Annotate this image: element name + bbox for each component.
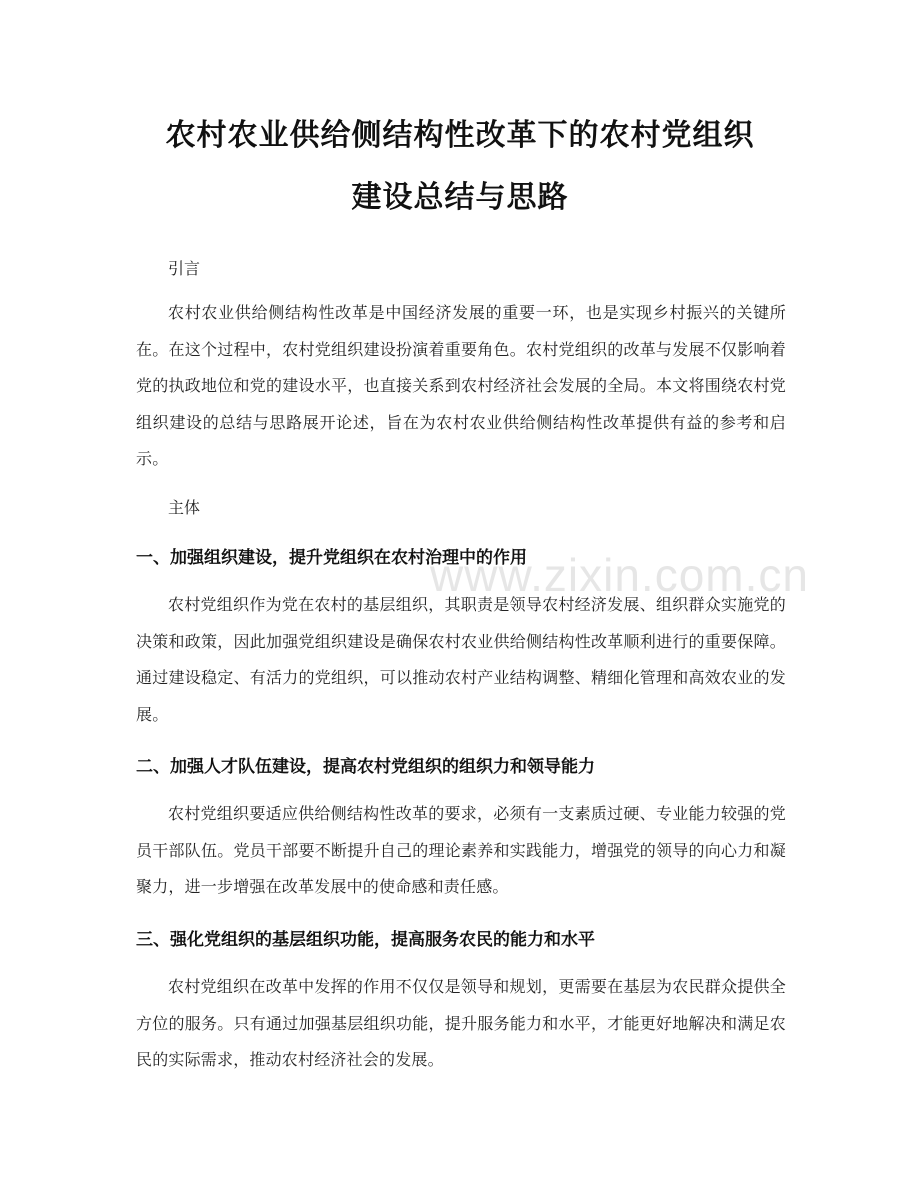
section-2-paragraph: 农村党组织要适应供给侧结构性改革的要求，必须有一支素质过硬、专业能力较强的党员干部队伍。党员干部要不断提升自己的理论素养和实践能力，增强党的领导的向心力和凝聚力，进一步增强在改革发展中的使命感和责任感。	[136, 804, 786, 896]
section-1-heading: 一、加强组织建设，提升党组织在农村治理中的作用	[136, 548, 527, 568]
intro-label: 引言	[168, 259, 201, 278]
intro-paragraph: 农村农业供给侧结构性改革是中国经济发展的重要一环，也是实现乡村振兴的关键所在。在这个过程中，农村党组织建设扮演着重要角色。农村党组织的改革与发展不仅影响着党的执政地位和党的建设水平，也直接关系到农村经济社会发展的全局。本文将围绕农村党组织建设的总结与思路展开论述，旨在为农村农业供给侧结构性改革提供有益的参考和启示。	[136, 303, 786, 468]
watermark: www.zixin.com.cn	[430, 549, 809, 601]
document-title-line2: 建设总结与思路	[351, 180, 569, 215]
body-label: 主体	[168, 498, 201, 517]
section-3-paragraph: 农村党组织在改革中发挥的作用不仅仅是领导和规划，更需要在基层为农民群众提供全方位的服务。只有通过加强基层组织功能，提升服务能力和水平，才能更好地解决和满足农民的实际需求，推动农村经济社会的发展。	[136, 977, 786, 1069]
document-title-line1: 农村农业供给侧结构性改革下的农村党组织	[165, 118, 755, 153]
section-2-heading: 二、加强人才队伍建设，提高农村党组织的组织力和领导能力	[136, 757, 595, 777]
section-3-heading: 三、强化党组织的基层组织功能，提高服务农民的能力和水平	[136, 930, 595, 950]
section-1-paragraph: 农村党组织作为党在农村的基层组织，其职责是领导农村经济发展、组织群众实施党的决策和政策，因此加强党组织建设是确保农村农业供给侧结构性改革顺利进行的重要保障。通过建设稳定、有活力的党组织，可以推动农村产业结构调整、精细化管理和高效农业的发展。	[136, 595, 786, 724]
